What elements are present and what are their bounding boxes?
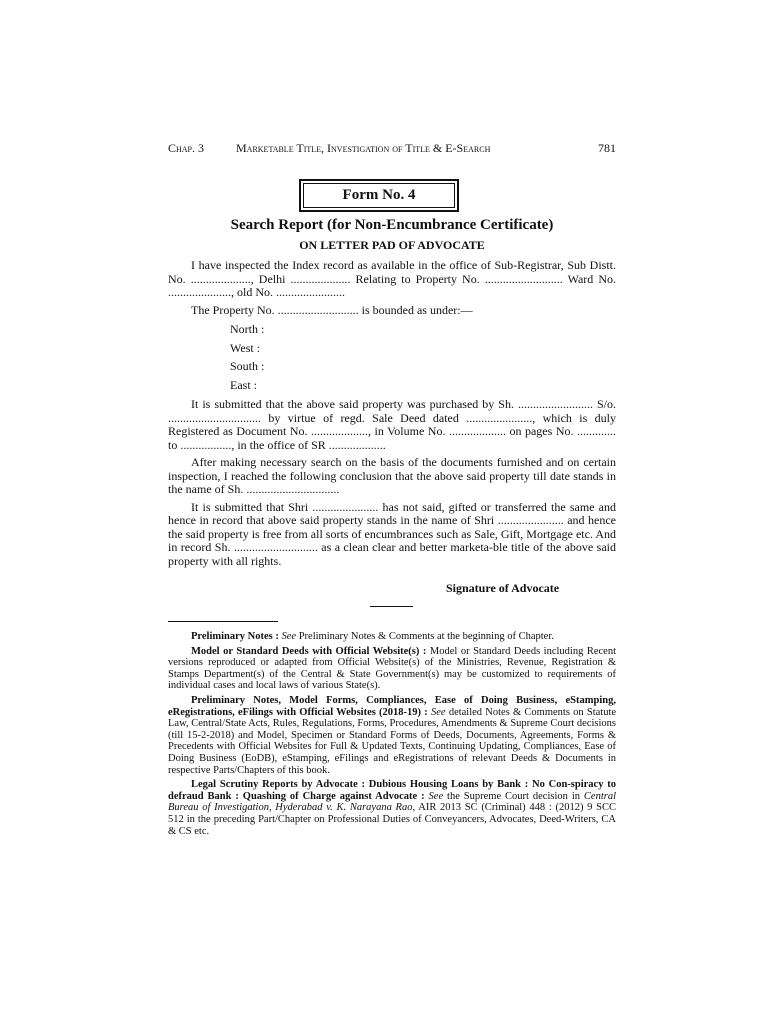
note-see: See xyxy=(281,631,297,642)
document-title: Search Report (for Non-Encumbrance Certificate) xyxy=(230,217,554,233)
signature-label: Signature of Advocate xyxy=(446,581,560,595)
boundary-east: East : xyxy=(230,377,257,392)
boundary-north: North : xyxy=(230,322,265,336)
note-model-deeds xyxy=(168,646,616,692)
form-number-label: Form No. 4 xyxy=(303,183,455,208)
footnotes xyxy=(168,631,616,840)
note-case-name: Central Bureau of Investigation, Hyderabad v. K. Narayana Rao, xyxy=(168,790,617,814)
note-text: detailed Notes & Comments on Statute Law, Central/State Acts, Rules, Regulations, Forms, Procedures, Amendments & Supreme Court decisions (till 15-2-2018) and Model, Specimen or Standard Forms of Deeds, Documents, Agreements, Forms & Precedents with Official Websites for Full & Updated Texts, Continuing Updating, Compliances, Ease of Doing Business (EoDB), eStamping, eFilings and eRegistrations of relevant Deeds & Documents in respective Parts/Chapters of this book. xyxy=(168,706,617,776)
note-heading: Legal Scrutiny Reports by Advocate : Dubious Housing Loans by Bank : No Con-spiracy to defraud Bank : Quashing of Charge against Advocate : xyxy=(168,779,616,802)
form-number-box xyxy=(299,179,459,212)
note-text: the Supreme Court decision in xyxy=(443,790,584,802)
running-head xyxy=(168,141,616,157)
note-heading: Preliminary Notes, Model Forms, Compliances, Ease of Doing Business, eStamping, eRegistrations, eFilings with Official Websites (2018-19) : xyxy=(168,694,616,718)
note-text: Model or Standard Deeds including Recent versions reproduced or adapted from Official Website(s) of the Ministries, Revenue, Registration & Stamps Department(s) of the Central & State Government(s) may be customized to requirements of individual cases and local laws of various State(s). xyxy=(168,645,616,692)
paragraph-bounded: The Property No. ........................... is bounded as under:— xyxy=(191,302,473,317)
paragraph-encumbrance: It is submitted that Shri ...................... has not said, gifted or transferred the same and hence in record that above said property stands in the name of Shri ...................... and hence the said property is free from all sorts of encumbrances such as Sale, Gift, Mortgage etc. And in record Sh. ............................ as a clean clear and better marketa-ble title of the above said property with all rights. xyxy=(168,499,616,568)
paragraph-inspection: I have inspected the Index record as available in the office of Sub-Registrar, Sub Distt. No. ...................., Delhi .................... Relating to Property No. .......................... Ward No. ....................., old No. ....................... xyxy=(168,258,616,299)
signature-line xyxy=(370,606,413,607)
note-preliminary xyxy=(168,631,616,643)
note-text: AIR 2013 SC (Criminal) 448 : (2012) 9 SCC 512 in the preceding Part/Chapter on Professional Duties of Conveyancers, Advocates, Deed-Writers, CA & CS etc. xyxy=(168,802,616,837)
report-body xyxy=(168,259,616,568)
chapter-title: Marketable Title, Investigation of Title & E-Search xyxy=(236,141,491,155)
page-number: 781 xyxy=(598,141,616,155)
note-see: See xyxy=(428,790,444,802)
boundary-west: West : xyxy=(230,340,261,355)
note-heading: Model or Standard Deeds with Official Website(s) : xyxy=(191,645,427,657)
note-official-websites xyxy=(168,695,616,776)
boundary-south: South : xyxy=(230,359,265,373)
footnote-rule xyxy=(168,621,278,622)
paragraph-purchase: It is submitted that the above said property was purchased by Sh. ......................... S/o. ............................... by virtue of regd. Sale Deed dated ......................, which is duly Registered as Document No. ..................., in Volume No. ................... on pages No. ............. to ................., in the office of SR ................... xyxy=(168,397,616,452)
note-heading: Preliminary Notes : xyxy=(191,631,279,642)
note-see: See xyxy=(431,706,446,718)
document-subtitle: ON LETTER PAD OF ADVOCATE xyxy=(299,238,485,252)
note-text: Preliminary Notes & Comments at the beginning of Chapter. xyxy=(296,631,554,642)
note-legal-scrutiny xyxy=(168,779,616,837)
chapter-label: Chap. 3 xyxy=(168,141,205,155)
boundary-list xyxy=(230,320,616,394)
paragraph-search-conclusion: After making necessary search on the basis of the documents furnished and on certain inspection, I reached the following conclusion that the above said property till date stands in the name of Sh. ............................... xyxy=(168,455,616,496)
